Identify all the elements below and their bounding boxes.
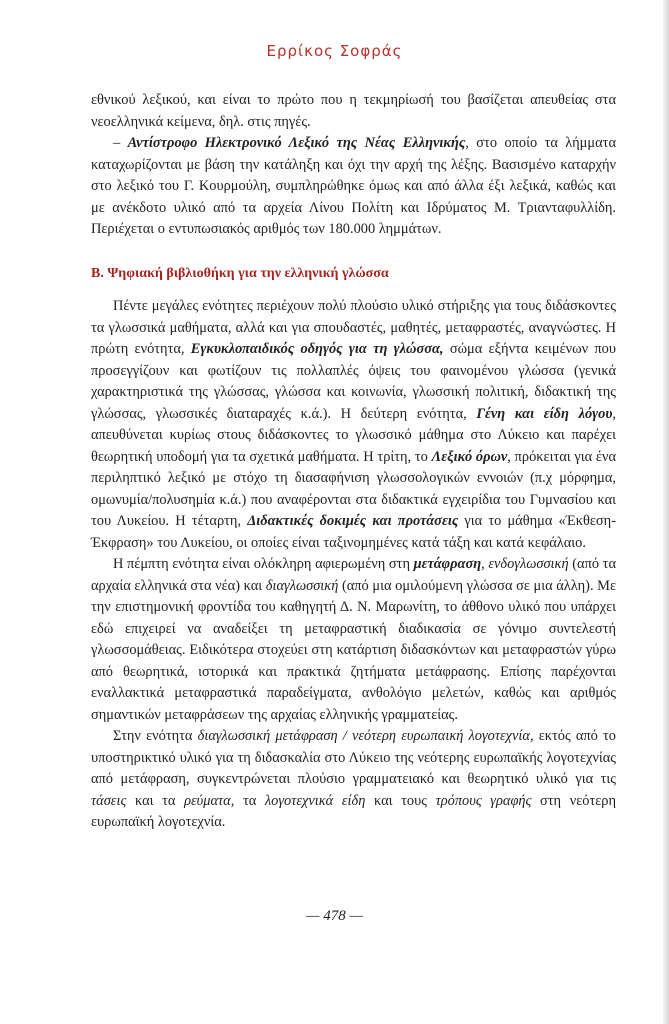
term-interlingual: διαγλωσσική — [265, 577, 339, 594]
paragraph-sections — [91, 296, 616, 554]
text-run: για το μάθημα «Έκθεση-Έκφραση» του Λυκείου, οι οποίες είναι ταξινομημένες κατά τάξη και κατά κεφάλαιο. — [91, 513, 616, 551]
section-title-glossary: Λεξικό όρων — [431, 448, 508, 465]
term-trends: τάσεις — [91, 792, 127, 809]
section-heading: Β. Ψηφιακή βιβλιοθήκη για την ελληνική γλώσσα — [91, 265, 389, 281]
page-edge-shadow — [663, 0, 669, 1024]
text-run: , τα — [230, 792, 265, 809]
page-body — [91, 90, 616, 834]
text-run: Στην ενότητα — [113, 728, 198, 744]
section-title-encyclopedic-guide: Εγκυκλοπαιδικός οδηγός για τη γλώσσα, — [190, 341, 444, 357]
text-run: (από μια ομιλούμενη γλώσσα σε μια άλλη). Με την επιστημονική φροντίδα του καθηγητή Δ. Ν. Μαρωνίτη, το άθθονο υλικό που υπάρχει εδώ επιχειρεί να αναδείξει τη μεταφραστική διαδικασία σε γόνιμο συντελεστή γλωσσομάθειας. Ειδικότερα στοχεύει στη κατάρτιση διδασκόντων και μεταφραστών γύρω από θεωρητικά, ιστορικά και πρακτικά ζητήματα μετάφρασης. Επίσης παρέχονται εναλλακτικά μεταφραστικά παραδείγματα, ανθολόγιο μελετών, καθώς και αριθμός σημαντικών μεταφράσεων της αρχαίας ελληνικής γραμματείας. — [91, 577, 617, 723]
text-run: (από τα αρχαία ελληνικά στα νέα) και — [91, 556, 616, 594]
text-run: , πρόκειται για ένα περιληπτικό λεξικό με στόχο τη διασαφήνιση γλωσσολογικών εννοιών (π.χ μόρφημα, ομωνυμία/πολυσημία κ.ά.) που αναφέρονται στα διδακτικά εγχειρίδια του Γυμνασίου και του Λυκείου. Η τέταρτη, — [91, 448, 616, 529]
section-title-teaching-proposals: Διδακτικές δοκιμές και προτάσεις — [247, 513, 459, 529]
text-run: και τα — [126, 792, 185, 809]
term-literary-genres: λογοτεχνικά είδη — [264, 792, 366, 809]
term-translation: μετάφραση — [413, 556, 482, 572]
text-run: σώμα εξήντα κειμένων που προσεγγίζουν και φωτίζουν τις πολλαπλές όψεις του φαινομένου γλώσσα (γενικά χαρακτηριστικά της γλώσσας, γλώσσα και κοινωνία, γλωσσική πολιτική, διδακτική της γλώσσας, γλωσσικές διαταραχές κ.ά.). Η δεύτερη ενότητα, — [91, 341, 616, 422]
section-title-genres: Γένη και είδη λόγου — [476, 405, 613, 422]
term-intralingual: ενδογλωσσική — [488, 556, 569, 572]
paragraph-continuation: εθνικού λεξικού, και είναι το πρώτο που η τεκμηρίωσή του βασίζεται απευθείας στα νεοελληνικά κείμενα, δηλ. στις πηγές. — [91, 92, 616, 130]
page-number: — 478 — — [306, 908, 363, 924]
list-dash: – — [113, 135, 128, 151]
term-modes-of-writing: τρόπους γραφής — [435, 792, 532, 809]
paragraph-reverse-dictionary — [91, 133, 616, 241]
paragraph-translation — [91, 554, 616, 726]
paragraph-european-literature — [91, 726, 616, 834]
text-run: , — [481, 556, 489, 572]
dictionary-title: Αντίστροφο Ηλεκτρονικό Λεξικό της Νέας Ελληνικής — [127, 135, 466, 151]
text-run: και τους — [365, 792, 436, 809]
running-header-author: Ερρίκος Σοφράς — [266, 42, 403, 60]
paragraph-text: , στο οποίο τα λήμματα καταχωρίζονται με βάση την κατάληξη και όχι την αρχή της λέξης. Βασισμένο καταρχήν στο λεξικό του Γ. Κουρμούλη, συμπληρώθηκε όμως και από άλλα έξι λεξικά, καθώς και με ανέκδοτο υλικό από τα αρχεία Λίνου Πολίτη και Ιδρύματος Μ. Τριανταφυλλίδη. Περιέχεται ο εντυπωσιακός αριθμός των 180.000 λημμάτων. — [91, 135, 616, 237]
term-section-name: διαγλωσσική μετάφραση / νεότερη ευρωπαική λογοτεχνία — [197, 728, 530, 744]
text-run: στη νεότερη ευρωπαϊκή λογοτεχνία. — [91, 792, 616, 830]
text-run: , απευθύνεται κυρίως στους διδάσκοντες το γλωσσικό μάθημα στο Λύκειο και παρέχει θεωρητική υποδομή για τα σχετικά μαθήματα. Η τρίτη, το — [91, 405, 616, 465]
text-run: , εκτός από το υποστηρικτικό υλικό για τη διδασκαλία στο Λύκειο της νεότερης ευρωπαϊκής λογοτεχνίας από μετάφραση, συγκεντρώνεται πλούσιο γραμματειακό και θεωρητικό υλικό για τις — [91, 728, 616, 787]
text-run: Πέντε μεγάλες ενότητες περιέχουν πολύ πλούσιο υλικό στήριξης για τους διδάσκοντες τα γλωσσικά μαθήματα, αλλά και για σπουδαστές, μαθητές, μεταφραστές, αναγνώστες. Η πρώτη ενότητα, — [91, 298, 616, 357]
term-movements: ρεύματα — [184, 792, 231, 809]
text-run: Η πέμπτη ενότητα είναι ολόκληρη αφιερωμένη στη — [113, 556, 414, 572]
